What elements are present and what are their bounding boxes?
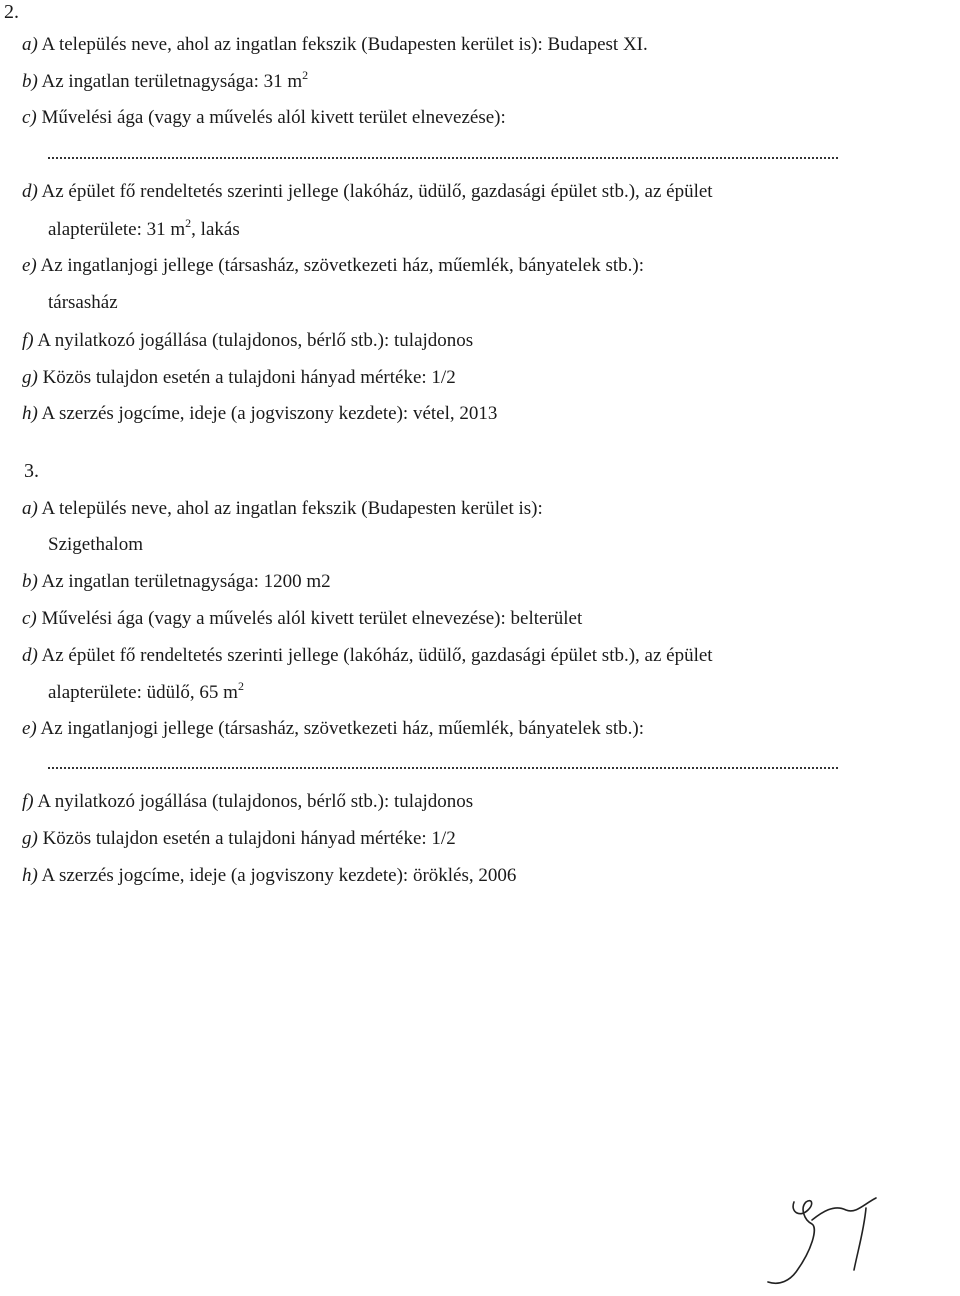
item-label: c) <box>22 608 37 629</box>
section-2-item-a <box>22 35 648 54</box>
section-3-item-g <box>22 829 456 848</box>
item-label: c) <box>22 107 37 128</box>
item-label: e) <box>22 718 37 739</box>
item-label: h) <box>22 865 38 886</box>
item-text: Közös tulajdon esetén a tulajdoni hányad mértéke: 1/2 <box>42 367 456 388</box>
item-label: g) <box>22 828 38 849</box>
blank-dotted-line <box>48 157 838 159</box>
item-text: A nyilatkozó jogállása (tulajdonos, bérlő stb.): tulajdonos <box>37 330 474 351</box>
section-2-number: 2. <box>4 1 19 23</box>
section-2-item-g <box>22 368 456 387</box>
section-2-item-e <box>22 256 644 275</box>
section-2-item-d-continuation: alapterülete: 31 $m^2$, lakás <box>48 216 240 240</box>
item-text: Az épület fő rendeltetés szerinti jellege (lakóház, üdülő, gazdasági épület stb.), az épület <box>41 645 713 666</box>
item-text: Művelési ága (vagy a művelés alól kivett terület elnevezése): belterület <box>41 608 583 629</box>
item-text: A szerzés jogcíme, ideje (a jogviszony kezdete): vétel, 2013 <box>41 403 498 424</box>
section-2-item-e-continuation: társasház <box>48 292 118 313</box>
section-2-item-f <box>22 331 473 350</box>
section-2-item-b <box>22 68 309 92</box>
handwritten-signature <box>760 1190 890 1290</box>
item-label: e) <box>22 255 37 276</box>
item-text: Közös tulajdon esetén a tulajdoni hányad mértéke: 1/2 <box>42 828 456 849</box>
section-2-item-c <box>22 108 506 127</box>
section-3-number: 3. <box>24 460 39 482</box>
item-label: b) <box>22 71 38 92</box>
section-3-item-a <box>22 499 543 518</box>
item-text: Művelési ága (vagy a művelés alól kivett terület elnevezése): <box>41 107 506 128</box>
item-label: a) <box>22 34 38 55</box>
section-3-item-a-continuation: Szigethalom <box>48 534 143 555</box>
item-text: Az épület fő rendeltetés szerinti jellege (lakóház, üdülő, gazdasági épület stb.), az épület <box>41 181 713 202</box>
item-label: a) <box>22 498 38 519</box>
section-2-item-h <box>22 404 497 423</box>
section-3-item-c <box>22 609 582 628</box>
item-label: f) <box>22 330 34 351</box>
superscript: 2 <box>185 216 192 230</box>
item-label: g) <box>22 367 38 388</box>
item-text: A szerzés jogcíme, ideje (a jogviszony kezdete): öröklés, 2006 <box>41 865 517 886</box>
item-label: h) <box>22 403 38 424</box>
superscript: 2 <box>237 679 244 693</box>
item-label: d) <box>22 181 38 202</box>
section-3-item-f <box>22 792 473 811</box>
item-text: A település neve, ahol az ingatlan fekszik (Budapesten kerület is): <box>41 498 543 519</box>
section-3-item-d-continuation: alapterülete: üdülő, 65 $m^2$ <box>48 679 244 703</box>
item-text: A nyilatkozó jogállása (tulajdonos, bérlő stb.): tulajdonos <box>37 791 474 812</box>
section-3-item-h <box>22 866 516 885</box>
section-3-item-b <box>22 572 331 591</box>
item-label: b) <box>22 571 38 592</box>
item-text: A település neve, ahol az ingatlan fekszik (Budapesten kerület is): Budapest XI. <box>41 34 648 55</box>
item-text: Az ingatlanjogi jellege (társasház, szövetkezeti ház, műemlék, bányatelek stb.): <box>40 718 645 739</box>
item-text: Az ingatlanjogi jellege (társasház, szövetkezeti ház, műemlék, bányatelek stb.): <box>40 255 645 276</box>
blank-dotted-line <box>48 767 838 769</box>
item-text: Az ingatlan területnagysága: 1200 m2 <box>41 571 331 592</box>
section-2-item-d <box>22 182 713 201</box>
item-label: f) <box>22 791 34 812</box>
section-3-item-e <box>22 719 644 738</box>
section-3-item-d <box>22 646 713 665</box>
superscript: 2 <box>302 68 309 82</box>
item-label: d) <box>22 645 38 666</box>
item-text: Az ingatlan területnagysága: 31 m <box>41 71 303 92</box>
